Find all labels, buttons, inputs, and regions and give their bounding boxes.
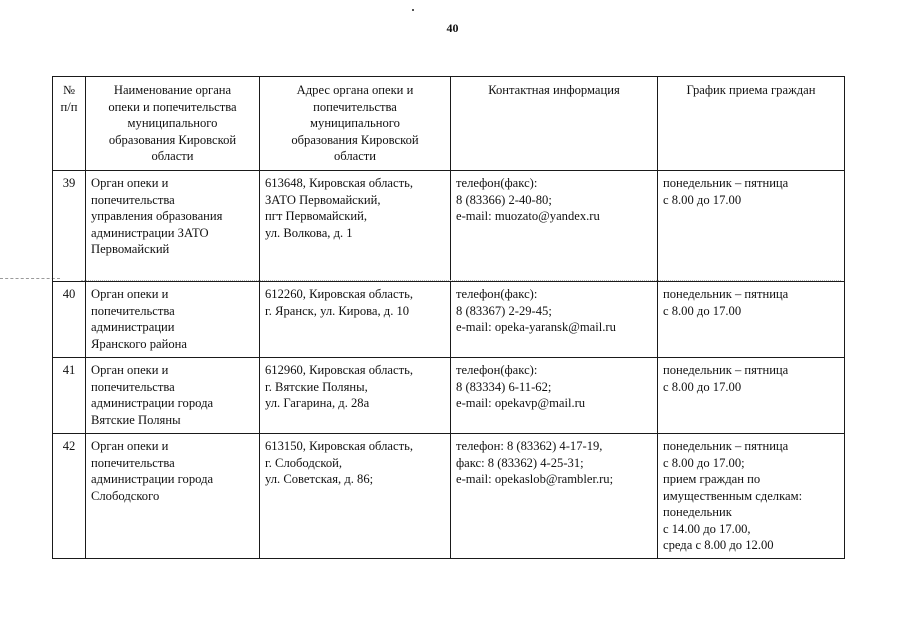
header-schedule [658, 77, 845, 171]
header-num [53, 77, 86, 171]
address-line: г. Вятские Поляны, [265, 379, 368, 394]
address-cell [260, 434, 451, 559]
org-name-line: администрации города [91, 396, 214, 410]
email-line: e-mail: opekavp@mail.ru [456, 396, 586, 410]
guardianship-table [52, 76, 845, 559]
email-line: e-mail: opekaslob@rambler.ru; [456, 472, 614, 486]
address-line: г. Яранск, ул. Кирова, д. 10 [265, 303, 410, 318]
header-name-line: Наименование органа [113, 83, 232, 97]
contact-line: телефон: 8 (83362) 4-17-19, [456, 439, 603, 453]
header-address-line: муниципального [310, 116, 400, 130]
contact-cell [451, 358, 658, 434]
table-row [53, 358, 845, 434]
page-number: 40 [446, 21, 459, 35]
header-num-line: п/п [60, 99, 78, 114]
scan-artifact-dot [412, 9, 414, 11]
schedule-cell [658, 358, 845, 434]
address-line: 612260, Кировская область, [265, 287, 413, 301]
schedule-cell [658, 282, 845, 358]
org-name-line: Орган опеки и [91, 439, 169, 453]
schedule-line: с 8.00 до 17.00; [663, 455, 745, 470]
row-number: 42 [53, 434, 86, 559]
org-name-line: администрации ЗАТО [91, 225, 209, 240]
contact-cell [451, 171, 658, 282]
address-cell [260, 282, 451, 358]
contact-line: телефон(факс): [456, 363, 538, 377]
table-row [53, 282, 845, 358]
org-name-cell [86, 282, 260, 358]
header-address-line: образования Кировской [291, 132, 419, 147]
address-line: ул. Советская, д. 86; [265, 472, 374, 486]
schedule-line: с 8.00 до 17.00 [663, 192, 742, 207]
header-contact-line: Контактная информация [488, 83, 620, 97]
org-name-line: попечительства [91, 303, 175, 318]
schedule-line: понедельник [663, 505, 732, 519]
org-name-line: Орган опеки и [91, 176, 169, 190]
email-line: e-mail: opeka-yaransk@mail.ru [456, 320, 616, 334]
contact-line: 8 (83366) 2-40-80; [456, 192, 552, 207]
schedule-line: понедельник – пятница [663, 439, 789, 453]
org-name-line: попечительства [91, 455, 175, 470]
org-name-line: попечительства [91, 192, 175, 207]
schedule-line: понедельник – пятница [663, 363, 789, 377]
org-name-cell [86, 171, 260, 282]
contact-line: 8 (83334) 6-11-62; [456, 379, 552, 394]
header-address [260, 77, 451, 171]
org-name-line: Орган опеки и [91, 363, 169, 377]
header-name-line: области [151, 149, 194, 163]
address-line: пгт Первомайский, [265, 209, 368, 223]
row-number: 41 [53, 358, 86, 434]
address-cell [260, 358, 451, 434]
contact-line: телефон(факс): [456, 176, 538, 190]
scan-artifact-dotted-line [81, 280, 841, 281]
contact-line: 8 (83367) 2-29-45; [456, 303, 552, 318]
table-row [53, 171, 845, 282]
address-line: ул. Гагарина, д. 28а [265, 396, 370, 410]
contact-cell [451, 434, 658, 559]
schedule-cell [658, 171, 845, 282]
org-name-line: Вятские Поляны [91, 412, 181, 427]
org-name-line: Орган опеки и [91, 287, 169, 301]
email-line: e-mail: muozato@yandex.ru [456, 209, 600, 223]
header-schedule-line: График приема граждан [686, 83, 816, 97]
address-line: г. Слободской, [265, 455, 343, 470]
table-row [53, 434, 845, 559]
schedule-line: имущественным сделкам: [663, 488, 803, 503]
org-name-line: Яранского района [91, 336, 187, 351]
schedule-line: с 14.00 до 17.00, [663, 521, 751, 536]
org-name-line: Первомайский [91, 242, 170, 256]
header-num-line: № [62, 83, 76, 97]
header-address-line: Адрес органа опеки и [296, 83, 414, 97]
header-address-line: попечительства [313, 99, 397, 114]
header-address-line: области [333, 149, 377, 163]
org-name-line: Слободского [91, 488, 160, 503]
header-name-line: опеки и попечительства [108, 99, 237, 114]
org-name-line: управления образования [91, 209, 223, 223]
scan-artifact-dash [0, 278, 60, 279]
org-name-cell [86, 358, 260, 434]
row-number: 39 [53, 171, 86, 282]
address-line: 613150, Кировская область, [265, 439, 413, 453]
address-line: ул. Волкова, д. 1 [265, 225, 353, 240]
org-name-line: попечительства [91, 379, 175, 394]
schedule-line: понедельник – пятница [663, 176, 789, 190]
schedule-line: прием граждан по [663, 472, 761, 486]
schedule-cell [658, 434, 845, 559]
contact-cell [451, 282, 658, 358]
org-name-line: администрации города [91, 472, 214, 486]
schedule-line: с 8.00 до 17.00 [663, 303, 742, 318]
schedule-line: с 8.00 до 17.00 [663, 379, 742, 394]
row-number: 40 [53, 282, 86, 358]
org-name-cell [86, 434, 260, 559]
guardianship-table-container [52, 76, 845, 559]
table-header-row [53, 77, 845, 171]
address-line: 612960, Кировская область, [265, 363, 413, 377]
schedule-line: среда с 8.00 до 12.00 [663, 538, 774, 552]
address-line: ЗАТО Первомайский, [265, 192, 381, 207]
header-name-line: муниципального [127, 116, 218, 130]
header-contact [451, 77, 658, 171]
contact-line: телефон(факс): [456, 287, 538, 301]
address-line: 613648, Кировская область, [265, 176, 413, 190]
header-name [86, 77, 260, 171]
schedule-line: понедельник – пятница [663, 287, 789, 301]
org-name-line: администрации [91, 320, 175, 334]
address-cell [260, 171, 451, 282]
contact-line: факс: 8 (83362) 4-25-31; [456, 455, 584, 470]
header-name-line: образования Кировской [108, 132, 237, 147]
